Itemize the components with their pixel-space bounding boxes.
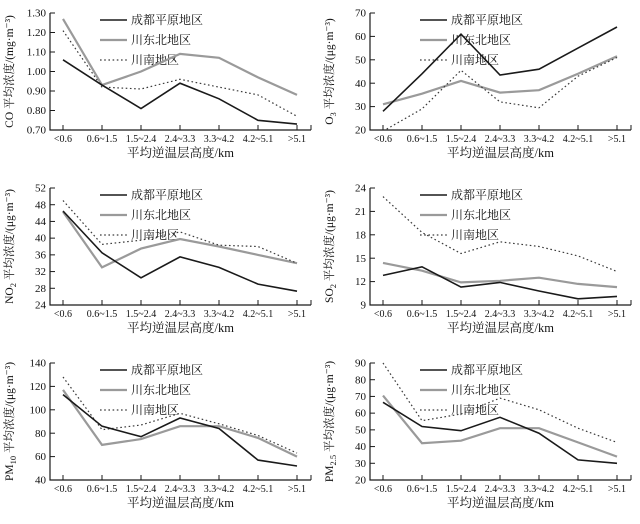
legend-label: 川东北地区 (131, 33, 192, 47)
y-tick-label: 0.90 (26, 85, 46, 98)
y-tick-label: 44 (35, 216, 46, 229)
x-axis-title: 平均逆温层高度/km (447, 496, 554, 510)
x-tick-label: >5.1 (607, 309, 627, 320)
legend-label: 川南地区 (451, 403, 500, 417)
chengdu-plain-series (63, 395, 297, 466)
chengdu-plain-series (63, 60, 297, 124)
x-tick-label: 2.4~3.3 (484, 309, 516, 320)
x-tick-label: 0.6~1.5 (406, 484, 438, 495)
co-chart-cell (0, 0, 320, 175)
x-axis-title: 平均逆温层高度/km (127, 321, 234, 335)
series-group (383, 363, 617, 463)
pm25-chart-cell (320, 350, 640, 524)
legend-label: 成都平原地区 (451, 363, 524, 377)
y-tick-label: 40 (355, 77, 366, 90)
y-tick-label: 36 (35, 249, 46, 262)
y-tick-label: 120 (29, 381, 46, 393)
y-tick-label: 18 (355, 229, 366, 242)
y-axis-title: $NO_2$ 平均浓度/(μg·m⁻³) (4, 189, 18, 304)
x-tick-label: 4.2~5.1 (242, 134, 274, 145)
x-axis-title: 平均逆温层高度/km (447, 146, 554, 160)
x-tick-label: 1.5~2.4 (445, 484, 477, 495)
y-tick-label: 90 (355, 357, 366, 370)
legend-label: 成都平原地区 (131, 363, 204, 377)
o3-chart (320, 0, 640, 175)
y-tick-label: 1.30 (26, 7, 46, 20)
legend-label: 川东北地区 (451, 208, 512, 222)
y-tick-label: 21 (355, 206, 366, 218)
y-axis-title: $O_3$ 平均浓度/(μg·m⁻³) (324, 18, 338, 125)
y-tick-label: 30 (355, 101, 366, 114)
x-tick-label: <0.6 (373, 309, 393, 320)
y-tick-label: 0.70 (26, 124, 46, 137)
y-tick-label: 20 (355, 124, 366, 137)
no2-chart (0, 175, 320, 350)
y-tick-label: 32 (35, 266, 46, 279)
x-tick-label: <0.6 (53, 134, 73, 145)
x-tick-label: >5.1 (607, 484, 627, 495)
legend-label: 川南地区 (451, 228, 500, 242)
y-tick-label: 9 (360, 299, 366, 312)
co-chart (0, 0, 320, 175)
legend-label: 川南地区 (131, 403, 180, 417)
y-tick-label: 24 (355, 182, 366, 195)
x-tick-label: 0.6~1.5 (86, 134, 118, 145)
x-tick-label: 4.2~5.1 (562, 134, 594, 145)
x-tick-label: 1.5~2.4 (125, 484, 157, 495)
x-tick-label: 2.4~3.3 (164, 309, 196, 320)
y-tick-label: 50 (355, 424, 366, 437)
x-tick-label: >5.1 (287, 309, 307, 320)
y-tick-label: 1.10 (26, 46, 46, 59)
x-tick-label: 4.2~5.1 (242, 484, 274, 495)
x-tick-label: 3.3~4.2 (203, 309, 235, 320)
no2-chart-cell (0, 175, 320, 350)
y-tick-label: 12 (355, 276, 366, 289)
legend-label: 川南地区 (131, 53, 180, 67)
y-tick-label: 60 (35, 451, 46, 464)
y-tick-label: 0.80 (26, 105, 46, 118)
o3-chart-cell (320, 0, 640, 175)
x-tick-label: 1.5~2.4 (445, 309, 477, 320)
x-tick-label: 2.4~3.3 (484, 134, 516, 145)
x-tick-label: 0.6~1.5 (406, 134, 438, 145)
x-tick-label: 0.6~1.5 (86, 309, 118, 320)
y-tick-label: 70 (355, 7, 366, 20)
x-axis-title: 平均逆温层高度/km (127, 496, 234, 510)
y-tick-label: 30 (355, 457, 366, 470)
legend-label: 川东北地区 (451, 33, 512, 47)
x-tick-label: 0.6~1.5 (406, 309, 438, 320)
x-tick-label: >5.1 (287, 484, 307, 495)
axes-frame (370, 13, 631, 130)
y-tick-label: 15 (355, 252, 366, 265)
x-tick-label: 3.3~4.2 (523, 309, 555, 320)
chengdu-plain-series (383, 267, 617, 299)
x-tick-label: 3.3~4.2 (523, 484, 555, 495)
pm10-chart-cell (0, 350, 320, 524)
chengdu-plain-series (63, 211, 297, 291)
y-tick-label: 20 (355, 474, 366, 487)
x-tick-label: 4.2~5.1 (242, 309, 274, 320)
legend-label: 成都平原地区 (451, 13, 524, 27)
x-tick-label: <0.6 (373, 484, 393, 495)
y-tick-label: 28 (35, 282, 46, 295)
x-tick-label: <0.6 (53, 309, 73, 320)
x-tick-label: <0.6 (373, 134, 393, 145)
northeast-sichuan-series (383, 56, 617, 104)
pm10-chart (0, 350, 320, 524)
x-tick-label: 2.4~3.3 (164, 134, 196, 145)
y-tick-label: 40 (35, 232, 46, 245)
y-tick-label: 48 (35, 199, 46, 212)
x-tick-label: 4.2~5.1 (562, 484, 594, 495)
x-tick-label: 1.5~2.4 (125, 309, 157, 320)
x-tick-label: 0.6~1.5 (86, 484, 118, 495)
legend-label: 川南地区 (451, 53, 500, 67)
x-tick-label: 3.3~4.2 (523, 134, 555, 145)
y-tick-label: 40 (355, 441, 366, 454)
legend-label: 成都平原地区 (451, 188, 524, 202)
x-tick-label: 3.3~4.2 (203, 134, 235, 145)
axes-frame (50, 13, 311, 130)
legend-label: 成都平原地区 (131, 13, 204, 27)
y-tick-label: 80 (35, 427, 46, 440)
x-tick-label: 2.4~3.3 (484, 484, 516, 495)
x-tick-label: >5.1 (287, 134, 307, 145)
y-axis-title: CO 平均浓度/(mg·m⁻³) (4, 15, 16, 128)
x-tick-label: 2.4~3.3 (164, 484, 196, 495)
x-tick-label: 1.5~2.4 (445, 134, 477, 145)
y-axis-title: $PM_{2.5}$ 平均浓度/(μg·m⁻³) (324, 360, 338, 483)
northeast-sichuan-series (383, 396, 617, 457)
x-tick-label: <0.6 (53, 484, 73, 495)
x-tick-label: 3.3~4.2 (203, 484, 235, 495)
y-tick-label: 1.00 (26, 66, 46, 79)
so2-chart-cell (320, 175, 640, 350)
x-axis-title: 平均逆温层高度/km (127, 146, 234, 160)
y-tick-label: 52 (35, 182, 46, 195)
axes-frame (370, 363, 631, 480)
y-tick-label: 24 (35, 299, 46, 312)
y-tick-label: 1.20 (26, 27, 46, 40)
legend-label: 川东北地区 (451, 383, 512, 397)
pm25-chart (320, 350, 640, 524)
y-tick-label: 60 (355, 407, 366, 420)
y-axis-title: $PM_{10}$ 平均浓度/(μg·m⁻³) (4, 361, 18, 482)
legend-label: 川南地区 (131, 228, 180, 242)
axes-frame (370, 188, 631, 305)
y-tick-label: 140 (29, 357, 46, 370)
y-tick-label: 60 (355, 31, 366, 43)
y-tick-label: 70 (355, 391, 366, 404)
chengdu-plain-series (383, 402, 617, 463)
x-tick-label: 1.5~2.4 (125, 134, 157, 145)
y-tick-label: 50 (355, 54, 366, 67)
x-axis-title: 平均逆温层高度/km (447, 321, 554, 335)
legend-label: 川东北地区 (131, 208, 192, 222)
y-tick-label: 40 (35, 474, 46, 487)
legend-label: 成都平原地区 (131, 188, 204, 202)
legend-label: 川东北地区 (131, 383, 192, 397)
x-tick-label: >5.1 (607, 134, 627, 145)
so2-chart (320, 175, 640, 350)
y-tick-label: 80 (355, 374, 366, 387)
northeast-sichuan-series (383, 263, 617, 287)
y-tick-label: 100 (29, 404, 46, 417)
x-tick-label: 4.2~5.1 (562, 309, 594, 320)
axes-frame (50, 188, 311, 305)
y-axis-title: $SO_2$ 平均浓度/(μg·m⁻³) (324, 190, 338, 303)
